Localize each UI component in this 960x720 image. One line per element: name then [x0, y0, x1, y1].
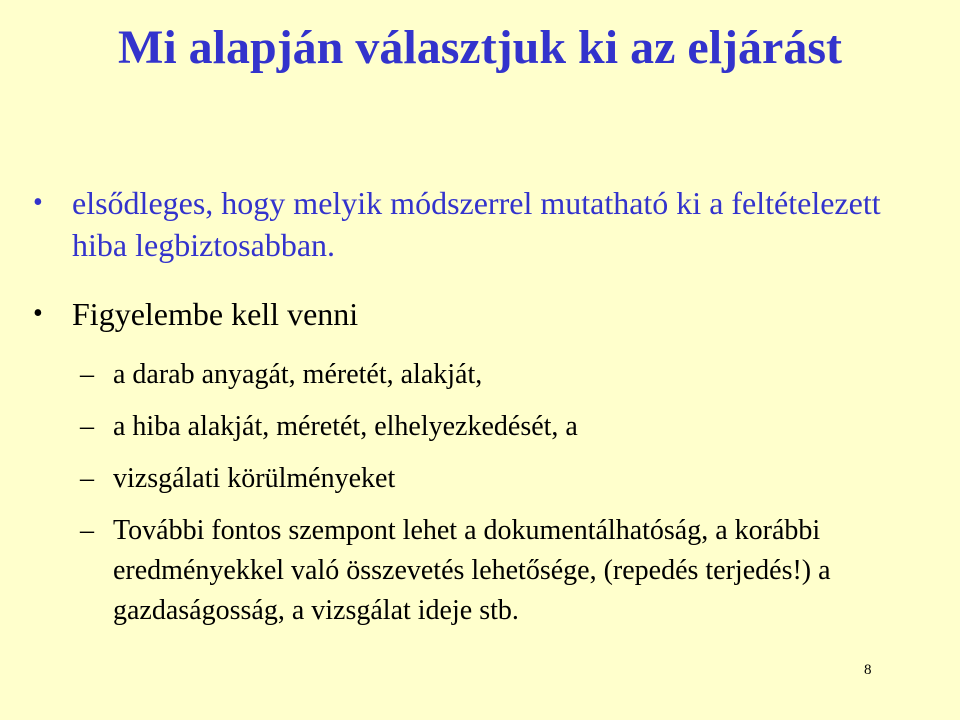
subitem-further: [80, 511, 930, 631]
subitem-text: vizsgálati körülményeket: [113, 463, 396, 494]
bullet-marker: •: [33, 187, 43, 218]
subitem-defect: [80, 407, 930, 447]
subitem-material: [80, 355, 930, 395]
bullet-text: Figyelembe kell venni: [72, 296, 359, 332]
subitem-text: a darab anyagát, méretét, alakját,: [113, 359, 483, 390]
bullet-consider: [33, 293, 923, 335]
dash-marker: –: [80, 359, 94, 390]
bullet-marker: •: [33, 298, 43, 329]
dash-marker: –: [80, 515, 94, 546]
dash-marker: –: [80, 463, 94, 494]
slide-title: Mi alapján választjuk ki az eljárást: [118, 21, 842, 74]
subitem-text: További fontos szempont lehet a dokumentálhatóság, a korábbi eredményekkel való összevetés lehetősége, (repedés terjedés!) a gazdaságosság, a vizsgálat ideje stb.: [113, 515, 831, 626]
dash-marker: –: [80, 411, 94, 442]
subitem-conditions: [80, 459, 930, 499]
page-number: 8: [864, 662, 872, 678]
bullet-text: elsődleges, hogy melyik módszerrel mutatható ki a feltételezett hiba legbiztosabban.: [72, 185, 881, 263]
subitem-text: a hiba alakját, méretét, elhelyezkedését, a: [113, 411, 578, 442]
bullet-primary-method: [33, 182, 923, 266]
